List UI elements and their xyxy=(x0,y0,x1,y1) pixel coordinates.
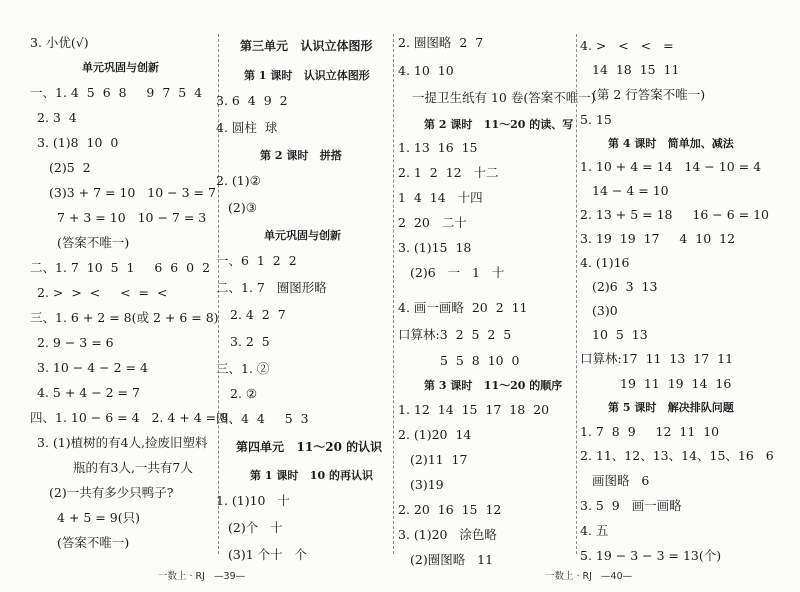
answer-line: 2. 圈图略 2 7 xyxy=(398,35,484,50)
answer-line: (2)6 一 1 十 xyxy=(410,265,505,280)
answer-line: 14 − 4 = 10 xyxy=(592,183,669,198)
answer-line: (答案不唯一) xyxy=(57,235,130,250)
answer-line: 2. 9 − 3 = 6 xyxy=(37,335,114,350)
lesson-heading: 第 3 课时 11～20 的顺序 xyxy=(424,379,563,392)
unit-heading: 第四单元 11～20 的认识 xyxy=(236,440,383,454)
page-footer-right: 一数上 · RJ —40— xyxy=(545,571,633,582)
column-divider xyxy=(393,34,394,554)
answer-line: (2)③ xyxy=(228,200,257,215)
answer-line: 4. > < < = xyxy=(580,38,674,53)
answer-line: 4. 5 + 4 − 2 = 7 xyxy=(37,385,140,400)
answer-line: 1. 10 + 4 = 14 14 − 10 = 4 xyxy=(580,159,762,174)
answer-line: 4. (1)16 xyxy=(580,255,630,270)
answer-line: 1 4 14 十四 xyxy=(398,190,483,205)
lesson-heading: 第 2 课时 拼搭 xyxy=(260,149,342,162)
answer-line: 2. > > < < = < xyxy=(37,285,168,300)
answer-line: (2)个 十 xyxy=(228,520,283,535)
answer-line: (3)1 个十 个 xyxy=(228,547,308,562)
answer-line: 3. (1)20 涂色略 xyxy=(398,527,497,542)
answer-line: 三、1. 6 + 2 = 8(或 2 + 6 = 8) xyxy=(30,310,219,325)
answer-line: 10 5 13 xyxy=(592,327,648,342)
answer-line: 2. 4 2 7 xyxy=(230,307,286,322)
answer-line: (3)3 + 7 = 10 10 − 3 = 7 xyxy=(49,185,216,200)
answer-line: 2 20 二十 xyxy=(398,215,467,230)
answer-line: 2. 1 2 12 十二 xyxy=(398,165,499,180)
answer-line: 4. 画一画略 20 2 11 xyxy=(398,300,528,315)
unit-heading: 第三单元 认识立体图形 xyxy=(240,39,373,53)
answer-line: 四、1. 10 − 6 = 4 2. 4 + 4 = 8 xyxy=(30,410,229,425)
answer-line: 3. (1)植树的有4人,捡废旧塑料 xyxy=(37,435,208,450)
answer-line: 3. 19 19 17 4 10 12 xyxy=(580,231,736,246)
answer-line: 2. 20 16 15 12 xyxy=(398,502,502,517)
answer-line: 2. 3 4 xyxy=(37,110,77,125)
section-heading: 单元巩固与创新 xyxy=(82,61,159,74)
answer-line: 3. 6 4 9 2 xyxy=(216,93,288,108)
answer-line: 5. 15 xyxy=(580,112,612,127)
answer-line: 2. 11、12、13、14、15、16 6 xyxy=(580,448,774,463)
answer-line: 1. 7 8 9 12 11 10 xyxy=(580,424,720,439)
answer-line: (2)一共有多少只鸭子? xyxy=(49,485,174,500)
answer-line: 4 + 5 = 9(只) xyxy=(57,510,140,525)
answer-line: 1. 13 16 15 xyxy=(398,140,478,155)
answer-line: 3. 小优(√) xyxy=(30,35,89,50)
answer-line: (第 2 行答案不唯一) xyxy=(592,87,706,102)
answer-line: 2. (1)② xyxy=(216,173,261,188)
answer-line: 二、1. 7 圈图形略 xyxy=(216,280,327,295)
answer-line: 2. 13 + 5 = 18 16 − 6 = 10 xyxy=(580,207,769,222)
section-heading: 单元巩固与创新 xyxy=(264,229,341,242)
answer-line: 四、4 4 5 3 xyxy=(216,411,309,426)
answer-line: 瓶的有3人,一共有7人 xyxy=(73,460,193,475)
answer-line: 7 + 3 = 10 10 − 7 = 3 xyxy=(57,210,207,225)
answer-line: 3. (1)15 18 xyxy=(398,240,472,255)
answer-line: 4. 10 10 xyxy=(398,63,454,78)
answer-line: 一、1. 4 5 6 8 9 7 5 4 xyxy=(30,85,203,100)
answer-line: 三、1. ② xyxy=(216,361,270,376)
lesson-heading: 第 1 课时 认识立体图形 xyxy=(244,69,370,82)
lesson-heading: 第 2 课时 11～20 的读、写 xyxy=(424,118,574,131)
lesson-heading: 第 5 课时 解决排队问题 xyxy=(608,401,734,414)
answer-line: 3. 10 − 4 − 2 = 4 xyxy=(37,360,148,375)
answer-line: 3. 2 5 xyxy=(230,334,270,349)
answer-line: (2)6 3 13 xyxy=(592,279,658,294)
answer-line: (3)19 xyxy=(410,477,444,492)
answer-line: (2)11 17 xyxy=(410,452,468,467)
answer-line: 5. 19 − 3 − 3 = 13(个) xyxy=(580,548,722,563)
answer-line: 2. ② xyxy=(230,386,258,401)
answer-line: 3. 5 9 画一画略 xyxy=(580,498,682,513)
answer-line: 口算林:17 11 13 17 11 xyxy=(580,351,734,366)
answer-line: 19 11 19 14 16 xyxy=(620,376,732,391)
answer-line: 4. 五 xyxy=(580,523,609,538)
answer-line: 一提卫生纸有 10 卷(答案不唯一) xyxy=(412,90,596,105)
answer-line: 14 18 15 11 xyxy=(592,62,680,77)
answer-line: 一、6 1 2 2 xyxy=(216,253,297,268)
answer-line: 3. (1)8 10 0 xyxy=(37,135,119,150)
answer-line: 口算林:3 2 5 2 5 xyxy=(398,327,512,342)
answer-line: 1. (1)10 十 xyxy=(216,493,290,508)
answer-line: (2)圈图略 11 xyxy=(410,552,494,567)
lesson-heading: 第 1 课时 10 的再认识 xyxy=(250,469,373,482)
answer-line: 1. 12 14 15 17 18 20 xyxy=(398,402,550,417)
answer-line: 2. (1)20 14 xyxy=(398,427,472,442)
answer-line: 5 5 8 10 0 xyxy=(440,353,520,368)
answer-line: 二、1. 7 10 5 1 6 6 0 2 xyxy=(30,260,211,275)
answer-line: (2)5 2 xyxy=(49,160,91,175)
answer-line: (答案不唯一) xyxy=(57,535,130,550)
answer-line: 画图略 6 xyxy=(592,473,650,488)
page-footer-left: 一数上 · RJ —39— xyxy=(158,571,246,582)
answer-line: 4. 圆柱 球 xyxy=(216,120,278,135)
lesson-heading: 第 4 课时 简单加、减法 xyxy=(608,137,734,150)
column-divider xyxy=(576,34,577,554)
answer-line: (3)0 xyxy=(592,303,618,318)
